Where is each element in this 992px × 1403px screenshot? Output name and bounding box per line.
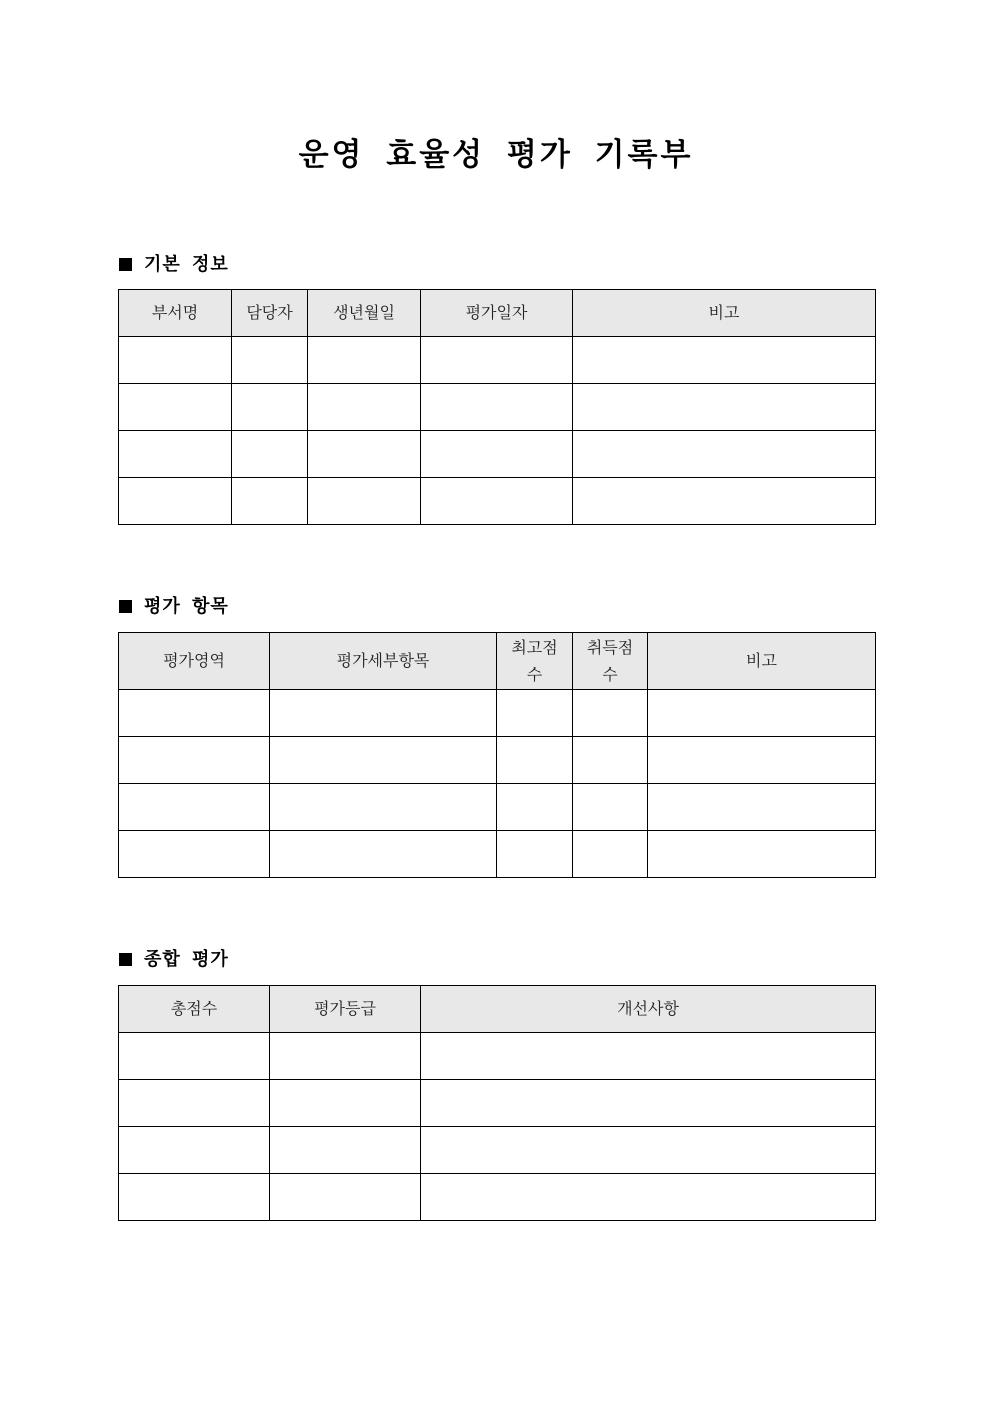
evaluation-date-cell[interactable] [421, 478, 573, 525]
remarks-cell[interactable] [573, 431, 876, 478]
table-row [119, 784, 876, 831]
improvements-cell[interactable] [421, 1127, 876, 1174]
column-header-grade: 평가등급 [270, 986, 421, 1033]
table-row [119, 478, 876, 525]
overall-evaluation-table [118, 985, 876, 1221]
basic-info-table [118, 289, 876, 525]
department-cell[interactable] [119, 337, 232, 384]
evaluation-area-cell[interactable] [119, 737, 270, 784]
total-score-cell[interactable] [119, 1127, 270, 1174]
column-header-total-score: 총점수 [119, 986, 270, 1033]
department-cell[interactable] [119, 431, 232, 478]
grade-cell[interactable] [270, 1174, 421, 1221]
evaluation-area-cell[interactable] [119, 690, 270, 737]
square-bullet-icon [119, 953, 132, 966]
evaluation-items-table [118, 632, 876, 878]
table-row [119, 1033, 876, 1080]
obtained-score-cell[interactable] [573, 784, 648, 831]
remarks-cell[interactable] [573, 384, 876, 431]
table-row [119, 831, 876, 878]
column-header-manager: 담당자 [232, 290, 308, 337]
square-bullet-icon [119, 258, 132, 271]
table-row [119, 690, 876, 737]
grade-cell[interactable] [270, 1127, 421, 1174]
table-row [119, 337, 876, 384]
column-header-evaluation-date: 평가일자 [421, 290, 573, 337]
evaluation-detail-cell[interactable] [270, 831, 497, 878]
document-title: 운영 효율성 평가 기록부 [298, 137, 694, 173]
evaluation-detail-cell[interactable] [270, 690, 497, 737]
birth-date-cell[interactable] [308, 337, 421, 384]
department-cell[interactable] [119, 478, 232, 525]
remarks-cell[interactable] [648, 831, 876, 878]
manager-cell[interactable] [232, 431, 308, 478]
grade-cell[interactable] [270, 1033, 421, 1080]
max-score-cell[interactable] [497, 690, 573, 737]
table-row [119, 1127, 876, 1174]
max-score-cell[interactable] [497, 784, 573, 831]
table-header-row [119, 633, 876, 690]
manager-cell[interactable] [232, 337, 308, 384]
evaluation-detail-cell[interactable] [270, 784, 497, 831]
remarks-cell[interactable] [648, 737, 876, 784]
section-heading-basic-info [119, 253, 229, 277]
total-score-cell[interactable] [119, 1174, 270, 1221]
birth-date-cell[interactable] [308, 431, 421, 478]
square-bullet-icon [119, 600, 132, 613]
improvements-cell[interactable] [421, 1033, 876, 1080]
improvements-cell[interactable] [421, 1080, 876, 1127]
column-header-line: 취득점 [586, 638, 634, 657]
column-header-department: 부서명 [119, 290, 232, 337]
section-heading-label: 평가 항목 [144, 596, 229, 617]
column-header-remarks: 비고 [648, 633, 876, 690]
evaluation-date-cell[interactable] [421, 384, 573, 431]
obtained-score-cell[interactable] [573, 690, 648, 737]
remarks-cell[interactable] [648, 784, 876, 831]
table-row [119, 431, 876, 478]
column-header-line: 수 [602, 665, 618, 684]
evaluation-date-cell[interactable] [421, 337, 573, 384]
evaluation-area-cell[interactable] [119, 784, 270, 831]
remarks-cell[interactable] [573, 337, 876, 384]
column-header-birth-date: 생년월일 [308, 290, 421, 337]
table-row [119, 1080, 876, 1127]
max-score-cell[interactable] [497, 831, 573, 878]
evaluation-area-cell[interactable] [119, 831, 270, 878]
improvements-cell[interactable] [421, 1174, 876, 1221]
column-header-obtained-score [573, 633, 648, 690]
table-header-row [119, 986, 876, 1033]
evaluation-date-cell[interactable] [421, 431, 573, 478]
table-row [119, 1174, 876, 1221]
max-score-cell[interactable] [497, 737, 573, 784]
column-header-evaluation-area: 평가영역 [119, 633, 270, 690]
birth-date-cell[interactable] [308, 384, 421, 431]
remarks-cell[interactable] [648, 690, 876, 737]
section-heading-label: 기본 정보 [144, 254, 229, 275]
table-row [119, 737, 876, 784]
table-row [119, 384, 876, 431]
column-header-improvements: 개선사항 [421, 986, 876, 1033]
column-header-line: 최고점 [511, 638, 558, 657]
total-score-cell[interactable] [119, 1080, 270, 1127]
total-score-cell[interactable] [119, 1033, 270, 1080]
manager-cell[interactable] [232, 478, 308, 525]
column-header-line: 수 [526, 665, 543, 684]
section-heading-label: 종합 평가 [144, 949, 229, 970]
table-header-row [119, 290, 876, 337]
obtained-score-cell[interactable] [573, 831, 648, 878]
column-header-max-score [497, 633, 573, 690]
remarks-cell[interactable] [573, 478, 876, 525]
evaluation-detail-cell[interactable] [270, 737, 497, 784]
section-heading-evaluation-items [119, 595, 229, 619]
section-heading-overall-evaluation [119, 948, 229, 972]
obtained-score-cell[interactable] [573, 737, 648, 784]
manager-cell[interactable] [232, 384, 308, 431]
grade-cell[interactable] [270, 1080, 421, 1127]
department-cell[interactable] [119, 384, 232, 431]
birth-date-cell[interactable] [308, 478, 421, 525]
column-header-remarks: 비고 [573, 290, 876, 337]
column-header-evaluation-detail: 평가세부항목 [270, 633, 497, 690]
